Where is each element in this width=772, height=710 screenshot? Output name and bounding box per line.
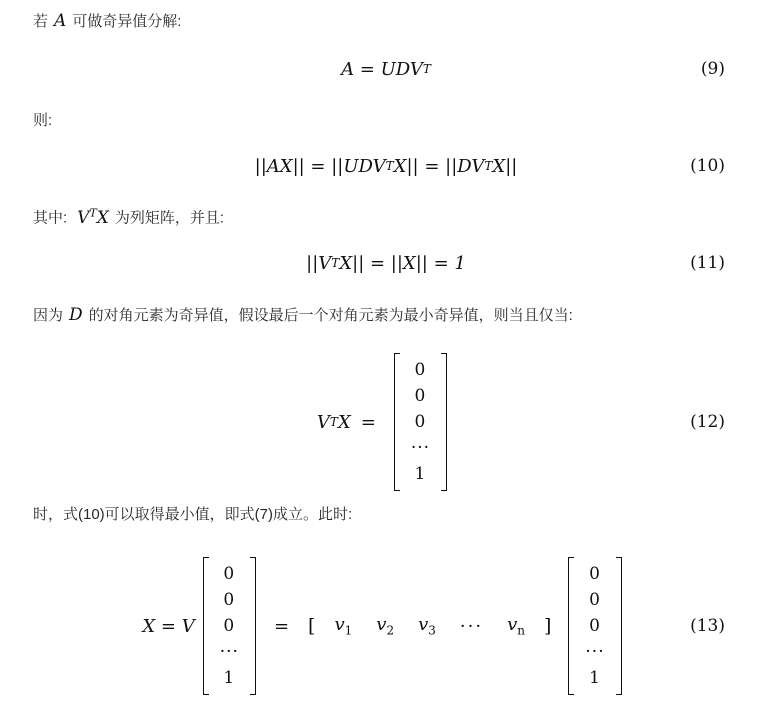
equation-11-number: (11)	[690, 253, 725, 273]
matrix-cell: 0	[223, 590, 236, 610]
left-bracket: [	[308, 615, 316, 637]
row-vector-item	[376, 614, 394, 638]
superscript-T: T	[385, 159, 394, 173]
equation-13-lhs: X = V	[142, 615, 195, 637]
equation-10	[0, 150, 772, 182]
superscript-T: T	[331, 256, 340, 270]
right-bracket	[250, 557, 256, 695]
paragraph-svd-intro	[33, 10, 181, 33]
paragraph-text: 的对角元素为奇异值，假设最后一个对角元素为最小奇异值，则当且仅当:	[88, 307, 573, 324]
superscript-T: T	[484, 159, 493, 173]
row-vector-item	[507, 614, 525, 638]
matrix-body	[400, 353, 441, 491]
superscript-T: T	[422, 62, 431, 76]
right-bracket	[616, 557, 622, 695]
row-vector	[301, 614, 558, 638]
row-vector-item	[334, 614, 352, 638]
matrix-cell: 1	[414, 464, 427, 484]
equation-12-number: (12)	[690, 412, 725, 432]
equation-11-body	[306, 253, 466, 274]
equation-9-number: (9)	[700, 59, 725, 79]
matrix-body	[574, 557, 615, 695]
matrix-cell: 0	[589, 564, 601, 584]
paragraph-text: 则:	[33, 112, 53, 129]
inline-math-D: D	[69, 305, 83, 325]
inline-math-VTX	[77, 208, 109, 228]
equals-sign: =	[273, 615, 290, 637]
equation-text: ···	[459, 615, 484, 637]
paragraph-text: 若	[33, 13, 49, 30]
equation-9	[0, 53, 772, 85]
equation-text: X|| = ||X|| = 1	[339, 252, 466, 274]
equation-text: X||	[492, 155, 518, 177]
row-vector-dots	[460, 616, 483, 637]
subscript: 1	[344, 623, 353, 638]
matrix-cell-dots: ···	[410, 438, 431, 458]
equation-text: A = UDV	[341, 58, 423, 80]
matrix-cell: 0	[414, 412, 427, 432]
equation-text: X	[96, 207, 109, 228]
equation-10-number: (10)	[690, 156, 725, 176]
equation-9-body	[341, 59, 431, 80]
paragraph-where	[33, 202, 224, 230]
matrix-cell: 0	[589, 616, 601, 636]
equation-11	[0, 247, 772, 279]
matrix-cell: 0	[589, 590, 601, 610]
equation-text: X	[337, 411, 351, 433]
equation-12	[0, 352, 772, 492]
equation-text: v	[334, 614, 345, 636]
equation-text: ||AX|| = ||UDV	[254, 155, 386, 177]
equation-12-lhs	[317, 412, 386, 433]
paragraph-text: 其中:	[33, 209, 68, 227]
paragraph-because	[33, 304, 573, 327]
subscript: 3	[428, 623, 436, 638]
matrix-cell: 0	[414, 386, 427, 406]
right-bracket	[441, 353, 447, 491]
equation-text: v	[376, 614, 387, 636]
matrix-cell: 0	[223, 564, 236, 584]
column-vector	[203, 557, 256, 695]
row-vector-item	[418, 614, 436, 638]
paragraph-text: 为列矩阵，并且:	[114, 209, 225, 227]
equation-text: ||V	[306, 252, 332, 274]
column-vector	[568, 557, 621, 695]
inline-math-A: A	[54, 11, 67, 31]
matrix-cell-dots: ···	[585, 642, 605, 662]
matrix-cell: 1	[223, 668, 236, 688]
equation-text: V	[316, 411, 330, 433]
matrix-cell: 1	[589, 668, 601, 688]
paragraph-text: 时，式(10)可以取得最小值，即式(7)成立。此时:	[33, 506, 353, 523]
matrix-cell-dots: ···	[219, 642, 239, 662]
paragraph-text: 因为	[33, 307, 64, 324]
superscript-T: T	[329, 415, 338, 429]
subscript: 2	[386, 623, 395, 638]
column-vector	[394, 353, 447, 491]
matrix-cell: 0	[414, 360, 427, 380]
equation-text: v	[507, 614, 518, 636]
subscript: n	[517, 623, 525, 638]
equation-text: v	[418, 614, 429, 636]
paragraph-then	[33, 110, 52, 132]
equation-text: V	[77, 207, 90, 228]
equation-13	[0, 556, 772, 696]
equation-10-body	[255, 156, 518, 177]
equation-text: X|| = ||DV	[393, 155, 485, 177]
paragraph-text: 可做奇异值分解:	[72, 13, 182, 30]
paragraph-conclusion	[33, 504, 352, 526]
matrix-body	[209, 557, 250, 695]
equals-sign: =	[360, 411, 376, 433]
right-bracket: ]	[543, 615, 552, 637]
superscript-T: T	[89, 206, 97, 219]
matrix-cell: 0	[223, 616, 236, 636]
equation-13-number: (13)	[690, 616, 725, 636]
